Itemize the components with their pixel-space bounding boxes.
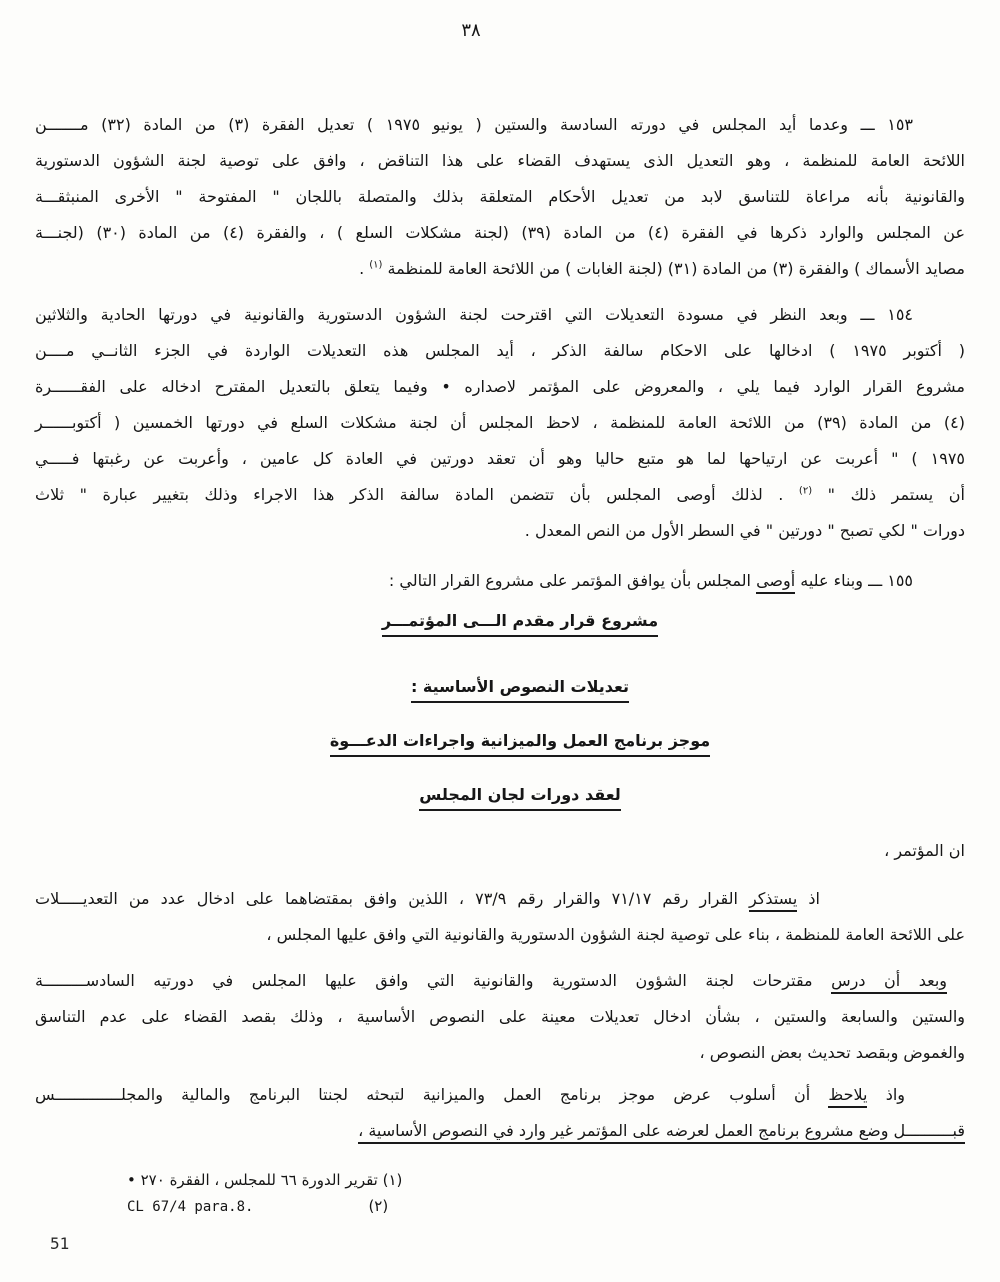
text-line: واذ يلاحظ أن أسلوب عرض موجز برنامج العمل والميزانية لتبحثه لجنتا البرنامج والمالية والمجلــــــــــــــس	[35, 1077, 965, 1113]
conference-lead: ان المؤتمر ،	[884, 841, 965, 860]
text-line: ١٩٧٥ ) " أعربت عن ارتياحها لما هو متبع حاليا وهو أن تعقد دورتين في العادة كل عامين ، وأعربت عن رغبتها فـــــي	[35, 449, 965, 468]
text-line: دورات " لكي تصبح " دورتين " في السطر الأول من النص المعدل .	[524, 521, 965, 540]
text-line: على اللائحة العامة للمنظمة ، بناء على توصية لجنة الشؤون الدستورية والقانونية التي وافق عليها المجلس ،	[266, 925, 965, 944]
heading-summary-programme-budget-text: موجز برنامج العمل والميزانية واجراءات الدعـــوة	[330, 731, 710, 757]
heading-amendments-basic-texts-text: تعديلات النصوص الأساسية :	[411, 677, 629, 703]
text-line: ١٥٤ ـــ وبعد النظر في مسودة التعديلات التي اقترحت لجنة الشؤون الدستورية والقانونية في دورتها الحادية والثلاثين	[35, 305, 913, 324]
text-line: مصايد الأسماك ) والفقرة (٣) من المادة (٣١) (لجنة الغابات ) من اللائحة العامة للمنظمة $^{(١)}$ .	[359, 259, 965, 278]
heading-draft-resolution-text: مشروع قرار مقدم الـــى المؤتمـــر	[382, 611, 658, 637]
heading-amendments-basic-texts	[35, 675, 965, 699]
page-number-bottom: 51	[50, 1234, 70, 1253]
footnotes	[127, 1167, 965, 1220]
text-line: والغموض وبقصد تحديث بعض النصوص ،	[699, 1043, 965, 1062]
heading-council-committee-sessions-text: لعقد دورات لجان المجلس	[419, 785, 621, 811]
text-line: ١٥٣ ـــ وعدما أيد المجلس في دورته السادسة والستين ( يونيو ١٩٧٥ ) تعديل الفقرة (٣) من المادة (٣٢) مـــــــن	[35, 115, 914, 134]
text-line: (٤) من المادة (٣٩) من اللائحة العامة للمنظمة ، لاحظ المجلس أن لجنة مشكلات السلع في دورتها الخمسين ( أكتوبــــــر	[35, 413, 965, 432]
text-line: والقانونية بأنه مراعاة للتناسق لابد من تعديل الأحكام المتعلقة بذلك والمتصلة باللجان " المفتوحة " الأخرى المنبثقـــة	[35, 187, 965, 206]
text-line: أن يستمر ذلك " $^{(٢)}$ . لذلك أوصى المجلس بأن تتضمن المادة سالفة الذكر هذا الاجراء وذلك بتغيير عبارة " ثلاث	[35, 485, 966, 504]
text-line: ١٥٥ ـــ وبناء عليه أوصى المجلس بأن يوافق المؤتمر على مشروع القرار التالي :	[35, 563, 965, 599]
text-line: مشروع القرار الوارد فيما يلي ، والمعروض على المؤتمر لاصداره • وفيما يتعلق بالتعديل المقترح ادخاله على الفقــــــرة	[35, 377, 965, 396]
footnote-2-marker: (٢)	[368, 1197, 389, 1215]
page-content	[0, 20, 1000, 1253]
text-line: اللائحة العامة للمنظمة ، وهو التعديل الذى يستهدف القضاء على هذا التناقض ، وافق على توصية لجنة الشؤون الدستورية	[35, 151, 965, 170]
text-line: والستين والسابعة والستين ، بشأن ادخال تعديلات معينة على النصوص الأساسية ، وذلك بقصد القضاء على عدم التناسق	[35, 1007, 965, 1026]
page-number-top: ٣٨	[461, 20, 481, 41]
text-line: عن المجلس والوارد ذكرها في الفقرة (٤) من المادة (٣٩) (لجنة مشكلات السلع ) ، والفقرة (٤) من المادة (٣٠) (لجنـــة	[35, 223, 966, 242]
text-line: ( أكتوبر ١٩٧٥ ) ادخالها على الاحكام سالفة الذكر ، أيد المجلس هذه التعديلات الواردة في الجزء الثانــي مــــن	[35, 341, 965, 360]
paragraph-154	[35, 297, 965, 549]
paragraph-153	[35, 107, 965, 287]
footnote-1: (١) تقرير الدورة ٦٦ للمجلس ، الفقرة ٢٧٠ •	[127, 1171, 403, 1189]
text-line: قبــــــــــل وضع مشروع برنامج العمل لعرضه على المؤتمر غير وارد في النصوص الأساسية ،	[35, 1113, 965, 1149]
paragraph-recalling	[35, 881, 965, 953]
heading-draft-resolution	[35, 609, 965, 633]
footnote-2-text: CL 67/4 para.8.	[127, 1199, 254, 1215]
paragraph-noting	[35, 1077, 965, 1149]
footnote-2	[127, 1193, 965, 1220]
paragraph-having-considered	[35, 963, 965, 1071]
heading-summary-programme-budget	[35, 729, 965, 753]
text-line: اذ يستذكر القرار رقم ٧١/١٧ والقرار رقم ٧٣/٩ ، اللذين وافق بمقتضاهما على ادخال عدد من التعديـــــلات	[35, 881, 965, 917]
text-line: وبعد أن درس مقترحات لجنة الشؤون الدستورية والقانونية التي وافق عليها المجلس في دورتيه السادســـــــــة	[35, 963, 965, 999]
paragraph-155	[35, 563, 965, 599]
heading-council-committee-sessions	[35, 783, 965, 807]
